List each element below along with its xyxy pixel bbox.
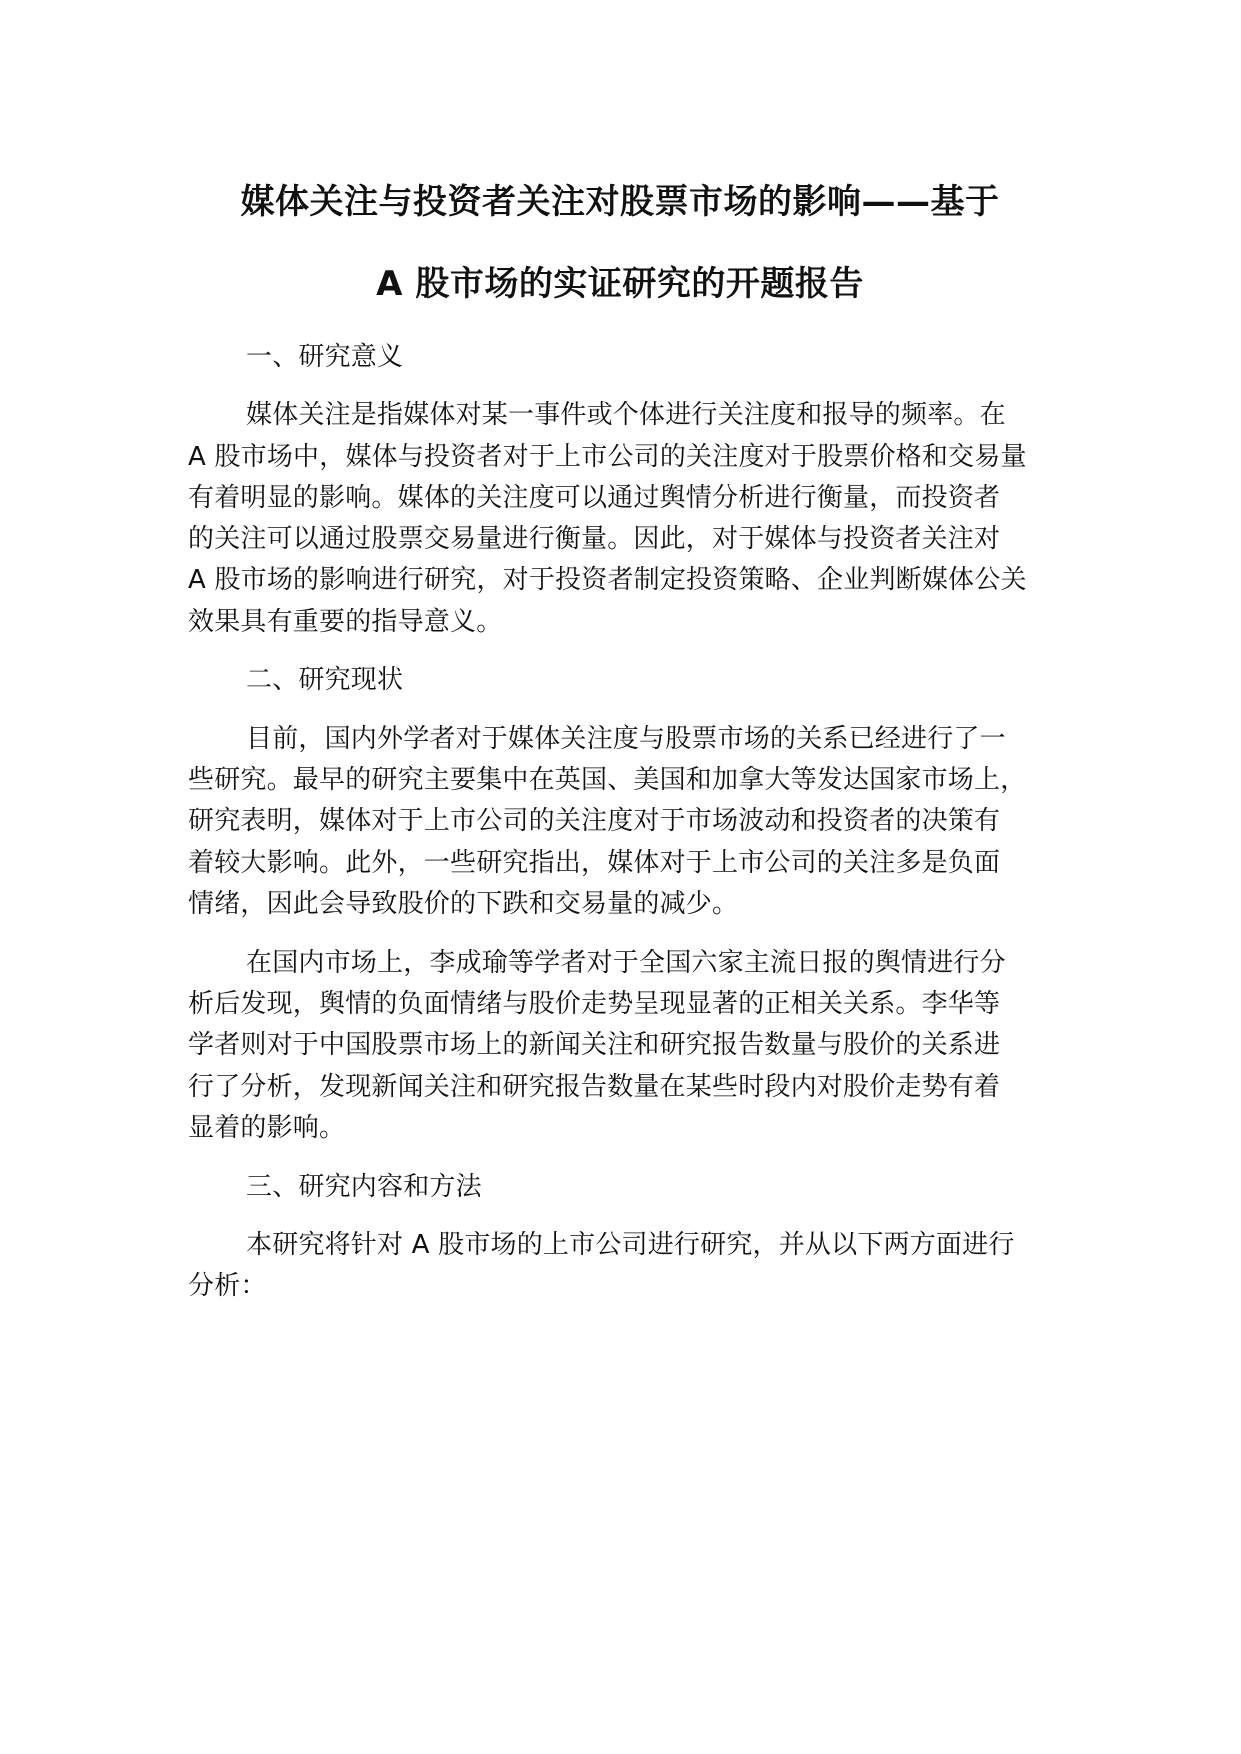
paragraph-line: 媒体关注是指媒体对某一事件或个体进行关注度和报导的频率。在 <box>246 400 1006 430</box>
paragraph-line: 研究表明，媒体对于上市公司的关注度对于市场波动和投资者的决策有 <box>188 806 1001 836</box>
paragraph-line: A 股市场的影响进行研究，对于投资者制定投资策略、企业判断媒体公关 <box>188 565 1027 595</box>
paragraph-line: 情绪，因此会导致股价的下跌和交易量的减少。 <box>188 889 739 919</box>
paragraph-line: 在国内市场上，李成瑜等学者对于全国六家主流日报的舆情进行分 <box>246 948 1006 978</box>
paragraph-line: 效果具有重要的指导意义。 <box>188 607 503 637</box>
paragraph-line: 行了分析，发现新闻关注和研究报告数量在某些时段内对股价走势有着 <box>188 1072 1001 1102</box>
paragraph-line: 显着的影响。 <box>188 1113 346 1143</box>
section-heading-content-methods: 三、研究内容和方法 <box>246 1172 482 1202</box>
document-title-line-1: 媒体关注与投资者关注对股票市场的影响——基于 <box>240 182 1000 222</box>
section-heading-status: 二、研究现状 <box>246 665 404 695</box>
section-heading-significance: 一、研究意义 <box>246 342 404 372</box>
paragraph-line: 些研究。最早的研究主要集中在英国、美国和加拿大等发达国家市场上， <box>188 765 1027 795</box>
document-title-line-2: A 股市场的实证研究的开题报告 <box>376 264 864 304</box>
paragraph-line: 有着明显的影响。媒体的关注度可以通过舆情分析进行衡量，而投资者 <box>188 483 1001 513</box>
paragraph-line: 析后发现，舆情的负面情绪与股价走势呈现显著的正相关关系。李华等 <box>188 989 1001 1019</box>
paragraph-line: 本研究将针对 A 股市场的上市公司进行研究，并从以下两方面进行 <box>246 1230 1015 1260</box>
paragraph-line: 目前，国内外学者对于媒体关注度与股票市场的关系已经进行了一 <box>246 724 1006 754</box>
paragraph-line: A 股市场中，媒体与投资者对于上市公司的关注度对于股票价格和交易量 <box>188 442 1027 472</box>
paragraph-line: 着较大影响。此外，一些研究指出，媒体对于上市公司的关注多是负面 <box>188 848 1001 878</box>
paragraph-line: 学者则对于中国股票市场上的新闻关注和研究报告数量与股价的关系进 <box>188 1030 1001 1060</box>
paragraph-line: 分析： <box>188 1271 267 1301</box>
paragraph-line: 的关注可以通过股票交易量进行衡量。因此，对于媒体与投资者关注对 <box>188 524 1001 554</box>
